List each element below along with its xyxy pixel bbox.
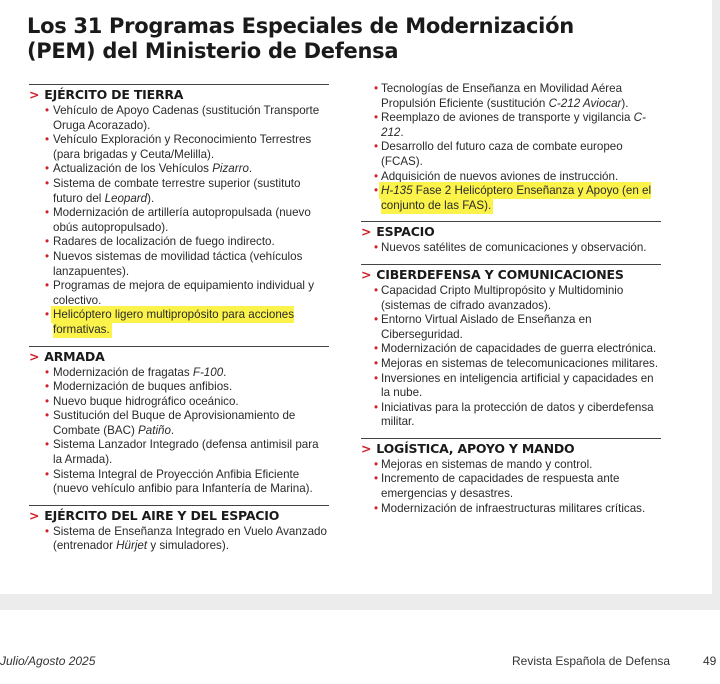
item-text: Nuevo buque hidrográfico oceánico. [53,394,239,408]
page-edge [712,0,720,610]
section-heading [29,84,329,103]
program-item [361,401,661,430]
item-text: Inversiones en inteligencia artificial y capacidades en la nube. [381,371,654,400]
program-item [361,140,661,169]
item-text: Capacidad Cripto Multipropósito y Multidominio (sistemas de cifrado avanzados). [381,283,624,312]
item-text-italic: Hürjet [116,539,148,553]
item-text-italic: Leopard [104,191,148,205]
right-column [361,82,661,524]
item-text: Radares de localización de fuego indirecto. [53,235,275,249]
item-text-post: . [400,125,404,139]
item-text-post: Fase 2 Helicóptero Enseñanza y Apoyo (en el conjunto de las FAS). [381,184,652,212]
section-heading-text: ESPACIO [376,224,435,240]
program-item [29,250,329,279]
program-item [361,170,661,185]
item-text-italic: Pizarro [212,162,249,176]
section-arrow-icon: > [29,507,40,523]
item-text [53,366,226,379]
program-item [29,104,329,133]
section-heading-text: LOGÍSTICA, APOYO Y MANDO [376,440,575,456]
program-item [361,472,661,501]
program-item [29,162,329,177]
program-item [361,241,661,256]
program-list [361,82,661,213]
item-text: Modernización de buques anfibios. [53,380,233,394]
item-text: Modernización de infraestructuras militares críticas. [381,501,646,515]
item-text-italic: C-212 Aviocar [548,96,622,110]
item-text: Desarrollo del futuro caza de combate europeo (FCAS). [381,140,623,168]
section-espacio [361,221,661,256]
program-list [361,241,661,256]
item-text [381,82,628,110]
section-heading [361,264,661,283]
section-arrow-icon: > [29,348,40,364]
item-text: Adquisición de nuevos aviones de instrucción. [381,169,619,183]
item-text: Vehículo Exploración y Reconocimiento Terrestres (para brigadas y Ceuta/Melilla). [53,133,312,161]
program-item [29,395,329,410]
program-item [29,177,329,206]
program-item [361,502,661,517]
item-text-pre: Tecnologías de Enseñanza en Movilidad Aérea Propulsión Eficiente (sustitución [381,82,623,110]
section-heading [361,221,661,240]
item-text-pre: Modernización de fragatas [53,365,193,379]
program-item [29,409,329,438]
item-text: Mejoras en sistemas de telecomunicaciones militares. [381,356,659,370]
item-text [381,111,646,139]
item-text-post: . [170,423,175,437]
program-item [29,366,329,381]
item-text: Modernización de capacidades de guerra electrónica. [381,342,657,356]
program-list [361,284,661,430]
item-text: Incremento de capacidades de respuesta ante emergencias y desastres. [381,472,620,501]
issue-date: Julio/Agosto 2025 [0,654,96,668]
program-item [29,206,329,235]
item-text: Iniciativas para la protección de datos y ciberdefensa militar. [381,400,654,429]
program-item [361,284,661,313]
program-item [29,525,329,554]
item-text-post: . [223,365,227,379]
item-text: Vehículo de Apoyo Cadenas (sustitución Transporte Oruga Acorazado). [53,104,320,132]
item-text: Sistema Integral de Proyección Anfibia Eficiente (nuevo vehículo anfibio para Infantería de Marina). [53,467,313,496]
program-item [361,458,661,473]
item-text: Nuevos satélites de comunicaciones y observación. [381,241,647,255]
section-arrow-icon: > [29,87,40,102]
item-text-pre: Sistema de combate terrestre superior (sustituto futuro del [53,176,301,205]
program-item [29,279,329,308]
item-text-post: ). [621,96,629,110]
item-text: Modernización de artillería autopropulsada (nuevo obús autopropulsado). [53,206,311,234]
item-text-post: . [248,162,253,176]
program-item [361,342,661,357]
program-item [361,184,661,213]
item-text-post: y simuladores). [147,539,229,553]
item-text: Entorno Virtual Aislado de Enseñanza en Ciberseguridad. [381,313,592,341]
item-text: Mejoras en sistemas de mando y control. [381,457,593,471]
item-text-italic: F-100 [192,365,224,379]
item-text-pre: Sustitución del Buque de Aprovisionamiento de Combate (BAC) [53,409,296,437]
page-title: Los 31 Programas Especiales de Modernización (PEM) del Ministerio de Defensa [27,14,574,63]
item-text-post: ). [147,191,155,205]
section-heading-text: EJÉRCITO DEL AIRE Y DEL ESPACIO [44,507,280,523]
program-list [29,366,329,497]
item-text-italic: C-212 [381,111,646,139]
item-text-italic: H-135 [381,184,413,198]
program-item [29,308,329,337]
page-gutter [0,594,720,610]
item-text-pre: Actualización de los Vehículos [53,162,213,176]
section-continued [361,82,661,213]
section-heading-text: EJÉRCITO DE TIERRA [44,87,184,102]
item-text-pre: Sistema de Enseñanza Integrado en Vuelo Avanzado (entrenador [53,524,327,553]
item-text [53,409,295,437]
section-ejercito-del-aire-y-del-espacio [29,505,329,554]
page-number: 49 [703,654,717,668]
program-list [29,525,329,554]
program-item [29,380,329,395]
section-heading [29,346,329,365]
section-heading-text: ARMADA [44,348,105,364]
section-heading [361,438,661,457]
item-text: Sistema Lanzador Integrado (defensa antimisil para la Armada). [53,438,319,467]
section-heading [29,505,329,524]
program-item [361,357,661,372]
item-text [53,162,252,175]
highlighted-text: Helicóptero ligero multipropósito para acciones formativas. [53,308,295,336]
program-item [29,133,329,162]
item-text [53,177,300,205]
item-text [53,525,327,553]
section-ejercito-de-tierra [29,84,329,338]
item-text-pre: Reemplazo de aviones de transporte y vigilancia [381,111,634,125]
magazine-name: Revista Española de Defensa [512,654,671,668]
program-item [29,235,329,250]
item-text-italic: Patiño [138,423,171,437]
left-column [29,84,329,562]
program-item [29,468,329,497]
item-text: Programas de mejora de equipamiento individual y colectivo. [53,279,315,307]
section-armada [29,346,329,497]
highlighted-text [381,184,651,212]
program-list [361,458,661,516]
item-text: Nuevos sistemas de movilidad táctica (vehículos lanzapuentes). [53,249,303,278]
section-heading-text: CIBERDEFENSA Y COMUNICACIONES [376,266,624,282]
program-list [29,104,329,338]
section-arrow-icon: > [361,224,372,240]
program-item [361,82,661,111]
section-logistica-apoyo-y-mando [361,438,661,516]
program-item [361,372,661,401]
section-ciberdefensa-y-comunicaciones [361,264,661,430]
program-item [361,313,661,342]
program-item [361,111,661,140]
program-item [29,438,329,467]
section-arrow-icon: > [361,440,372,456]
section-arrow-icon: > [361,266,372,282]
